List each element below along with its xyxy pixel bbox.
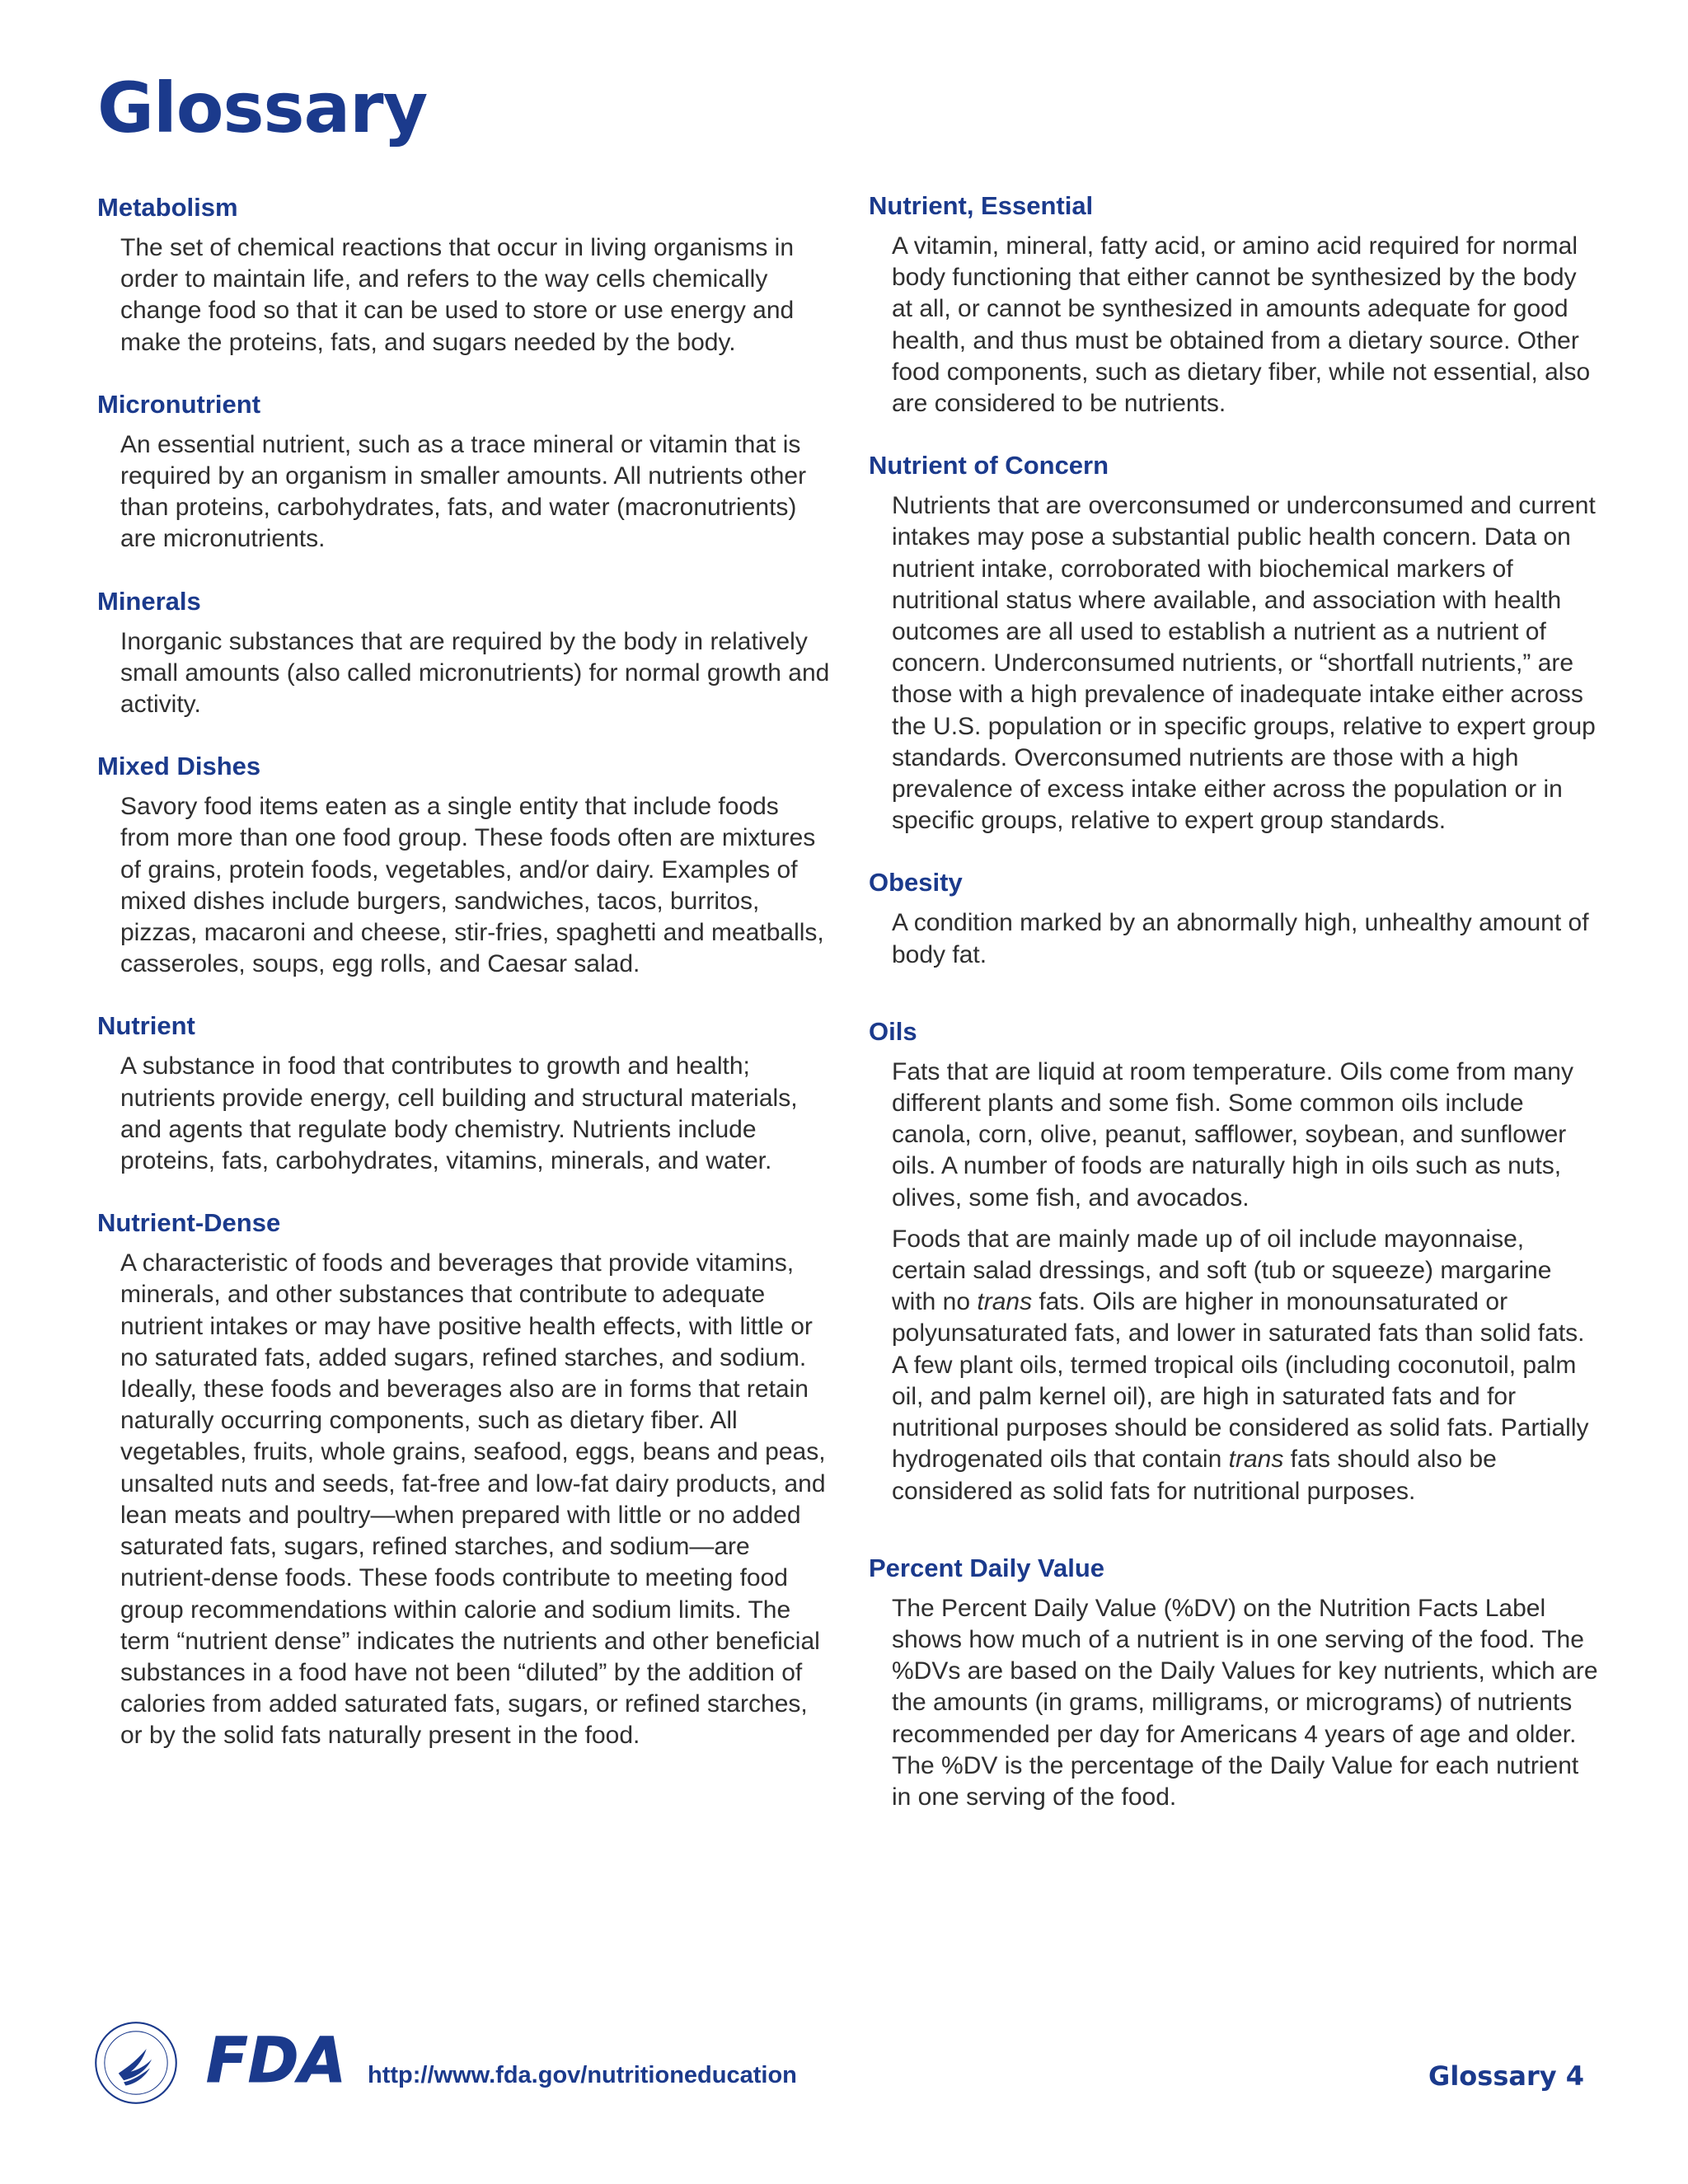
glossary-term: Percent Daily Value	[869, 1553, 1105, 1582]
glossary-entry	[97, 750, 831, 980]
glossary-definition: The set of chemical reactions that occur in living organisms in order to maintain life, and refers to the way cells chemically change food so that it can be used to store or use energy and make the proteins, fats, and sugars needed by the body.	[120, 234, 795, 356]
emphasis-text: trans	[977, 1288, 1033, 1316]
emphasis-text: trans	[1228, 1446, 1284, 1474]
hhs-seal-icon	[92, 2019, 180, 2107]
glossary-entry	[97, 585, 831, 721]
glossary-definition: A vitamin, mineral, fatty acid, or amino acid required for normal body functioning that either cannot be synthesized by the body at all, or cannot be synthesized in amounts adequate for good health, and thus must be obtained from a dietary source. Other food components, such as dietary fiber, while not essential, also are considered to be nutrients.	[892, 232, 1591, 418]
glossary-term: Nutrient, Essential	[869, 191, 1094, 220]
glossary-term: Mixed Dishes	[97, 752, 261, 781]
glossary-term: Nutrient of Concern	[869, 451, 1109, 480]
glossary-entry	[97, 1207, 831, 1751]
glossary-definition: Foods that are mainly made up of oil include mayonnaise, certain salad dressings, and soft (tub or squeeze) margarine with no trans fats. Oils are higher in monounsaturated or polyunsaturated fats, and lower in saturated fats than solid fats. A few plant oils, termed tropical oils (including coconutoil, palm oil, and palm kernel oil), are high in saturated fats and for nutritional purposes should be considered as solid fats. Partially hydrogenated oils that contain trans fats should also be considered as solid fats for nutritional purposes.	[892, 1225, 1589, 1505]
glossary-definition: Savory food items eaten as a single entity that include foods from more than one food group. These foods often are mixtures of grains, protein foods, vegetables, and/or dairy. Examples of mixed dishes include burgers, sandwiches, tacos, burritos, pizzas, macaroni and cheese, stir-fries, spaghetti and meatballs, casseroles, soups, egg rolls, and Caesar salad.	[120, 793, 824, 978]
glossary-definition: The Percent Daily Value (%DV) on the Nutrition Facts Label shows how much of a nutrient is in one serving of the food. The %DVs are based on the Daily Values for key nutrients, which are the amounts (in grams, milligrams, or micrograms) of nutrients recommended per day for Americans 4 years of age and older. The %DV is the percentage of the Daily Value for each nutrient in one serving of the food.	[892, 1594, 1598, 1811]
glossary-entry	[869, 1552, 1602, 1813]
fda-logo-text: FDA	[206, 2029, 346, 2088]
glossary-definition: A characteristic of foods and beverages that provide vitamins, minerals, and other substances that contribute to adequate nutrient intakes or may have positive health effects, with little or no saturated fats, added sugars, refined starches, and sodium. Ideally, these foods and beverages also are in forms that retain naturally occurring components, such as dietary fiber. All vegetables, fruits, whole grains, seafood, eggs, beans and peas, unsalted nuts and seeds, fat-free and low-fat dairy products, and lean meats and poultry—when prepared with little or no added saturated fats, sugars, refined starches, and sodium—are nutrient-dense foods. These foods contribute to meeting food group recommendations within calorie and sodium limits. The term “nutrient dense” indicates the nutrients and other beneficial substances in a food have not been “diluted” by the addition of calories from added saturated fats, sugars, or refined starches, or by the solid fats naturally present in the food.	[120, 1249, 826, 1750]
glossary-entry	[869, 1015, 1602, 1507]
glossary-term: Metabolism	[97, 193, 238, 222]
page-label: Glossary 4	[1428, 2060, 1584, 2092]
glossary-definition: Inorganic substances that are required by the body in relatively small amounts (also called micronutrients) for normal growth and activity.	[120, 627, 830, 719]
glossary-entry	[869, 190, 1602, 419]
footer-url-link[interactable]: http://www.fda.gov/nutritioneducation	[368, 2062, 797, 2088]
glossary-definition: An essential nutrient, such as a trace mineral or vitamin that is required by an organism in smaller amounts. All nutrients other than proteins, carbohydrates, fats, and water (macronutrients) are micronutrients.	[120, 430, 807, 553]
glossary-term: Oils	[869, 1016, 917, 1046]
glossary-entry	[869, 449, 1602, 837]
glossary-definition: A condition marked by an abnormally high, unhealthy amount of body fat.	[892, 909, 1589, 968]
glossary-term: Nutrient	[97, 1011, 195, 1041]
right-column	[869, 190, 1602, 1813]
glossary-term: Obesity	[869, 868, 963, 898]
glossary-entry	[869, 866, 1602, 970]
page-title: Glossary	[97, 68, 428, 148]
glossary-entry	[97, 1010, 831, 1177]
glossary-term: Micronutrient	[97, 389, 261, 419]
glossary-entry	[97, 388, 831, 555]
left-column	[97, 191, 831, 1752]
glossary-definition: Nutrients that are overconsumed or underconsumed and current intakes may pose a substantial public health concern. Data on nutrient intake, corroborated with biochemical markers of nutritional status where available, and association with health outcomes are all used to establish a nutrient as a nutrient of concern. Underconsumed nutrients, or “shortfall nutrients,” are those with a high prevalence of inadequate intake either across the U.S. population or in specific groups, relative to expert group standards. Overconsumed nutrients are those with a high prevalence of excess intake either across the population or in specific groups, relative to expert group standards.	[892, 492, 1596, 835]
glossary-term: Nutrient-Dense	[97, 1208, 281, 1238]
glossary-entry	[97, 191, 831, 359]
fda-logo-icon	[204, 2029, 349, 2088]
glossary-definition: A substance in food that contributes to growth and health; nutrients provide energy, cell building and structural materials, and agents that regulate body chemistry. Nutrients include proteins, fats, carbohydrates, vitamins, minerals, and water.	[120, 1052, 798, 1175]
glossary-definition: Fats that are liquid at room temperature. Oils come from many different plants and some fish. Some common oils include canola, corn, olive, peanut, safflower, soybean, and sunflower oils. A number of foods are naturally high in oils such as nuts, olives, some fish, and avocados.	[892, 1057, 1573, 1212]
glossary-term: Minerals	[97, 586, 201, 616]
